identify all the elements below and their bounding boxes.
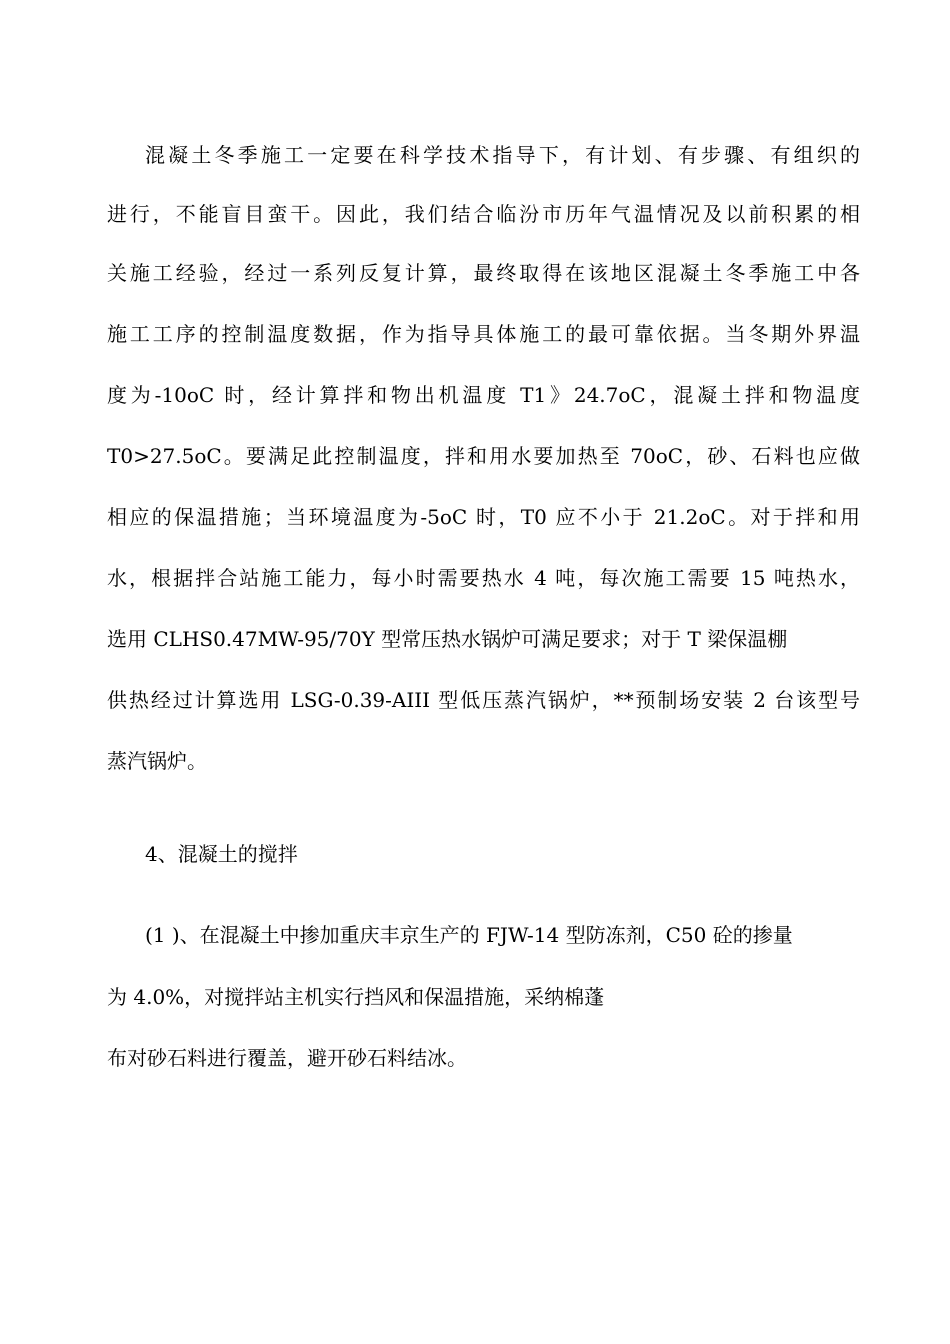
paragraph-1-line-8: 水，根据拌合站施工能力，每小时需要热水 4 吨，每次施工需要 15 吨热水， (107, 566, 860, 590)
paragraph-2-line-1: (1 )、在混凝土中掺加重庆丰京生产的 FJW-14 型防冻剂，C50 砼的掺量 (145, 923, 793, 947)
paragraph-1-line-4: 施工工序的控制温度数据，作为指导具体施工的最可靠依据。当冬期外界温 (107, 322, 860, 346)
paragraph-1-line-10: 供热经过计算选用 LSG-0.39-AIII 型低压蒸汽锅炉，**预制场安装 2 台该型号 (107, 688, 860, 712)
paragraph-1-line-6: T0>27.5oC。要满足此控制温度，拌和用水要加热至 70oC，砂、石料也应做 (107, 444, 860, 468)
paragraph-1-line-2: 进行，不能盲目蛮干。因此，我们结合临汾市历年气温情况及以前积累的相 (107, 202, 860, 226)
paragraph-1-line-11: 蒸汽锅炉。 (107, 749, 207, 773)
paragraph-1-line-5: 度为-10oC 时，经计算拌和物出机温度 T1》24.7oC，混凝土拌和物温度 (107, 383, 860, 407)
paragraph-1-line-9: 选用 CLHS0.47MW-95/70Y 型常压热水锅炉可满足要求；对于 T 梁保温棚 (107, 627, 788, 651)
paragraph-2-line-2: 为 4.0%，对搅拌站主机实行挡风和保温措施，采纳棉蓬 (107, 985, 605, 1009)
paragraph-1-line-7: 相应的保温措施；当环境温度为-5oC 时，T0 应不小于 21.2oC。对于拌和用 (107, 505, 860, 529)
paragraph-2-line-3: 布对砂石料进行覆盖，避开砂石料结冰。 (107, 1046, 467, 1070)
paragraph-1-line-1: 混凝土冬季施工一定要在科学技术指导下，有计划、有步骤、有组织的 (145, 143, 860, 167)
section-heading: 4、混凝土的搅拌 (145, 842, 298, 866)
paragraph-1-line-3: 关施工经验，经过一系列反复计算，最终取得在该地区混凝土冬季施工中各 (107, 261, 860, 285)
